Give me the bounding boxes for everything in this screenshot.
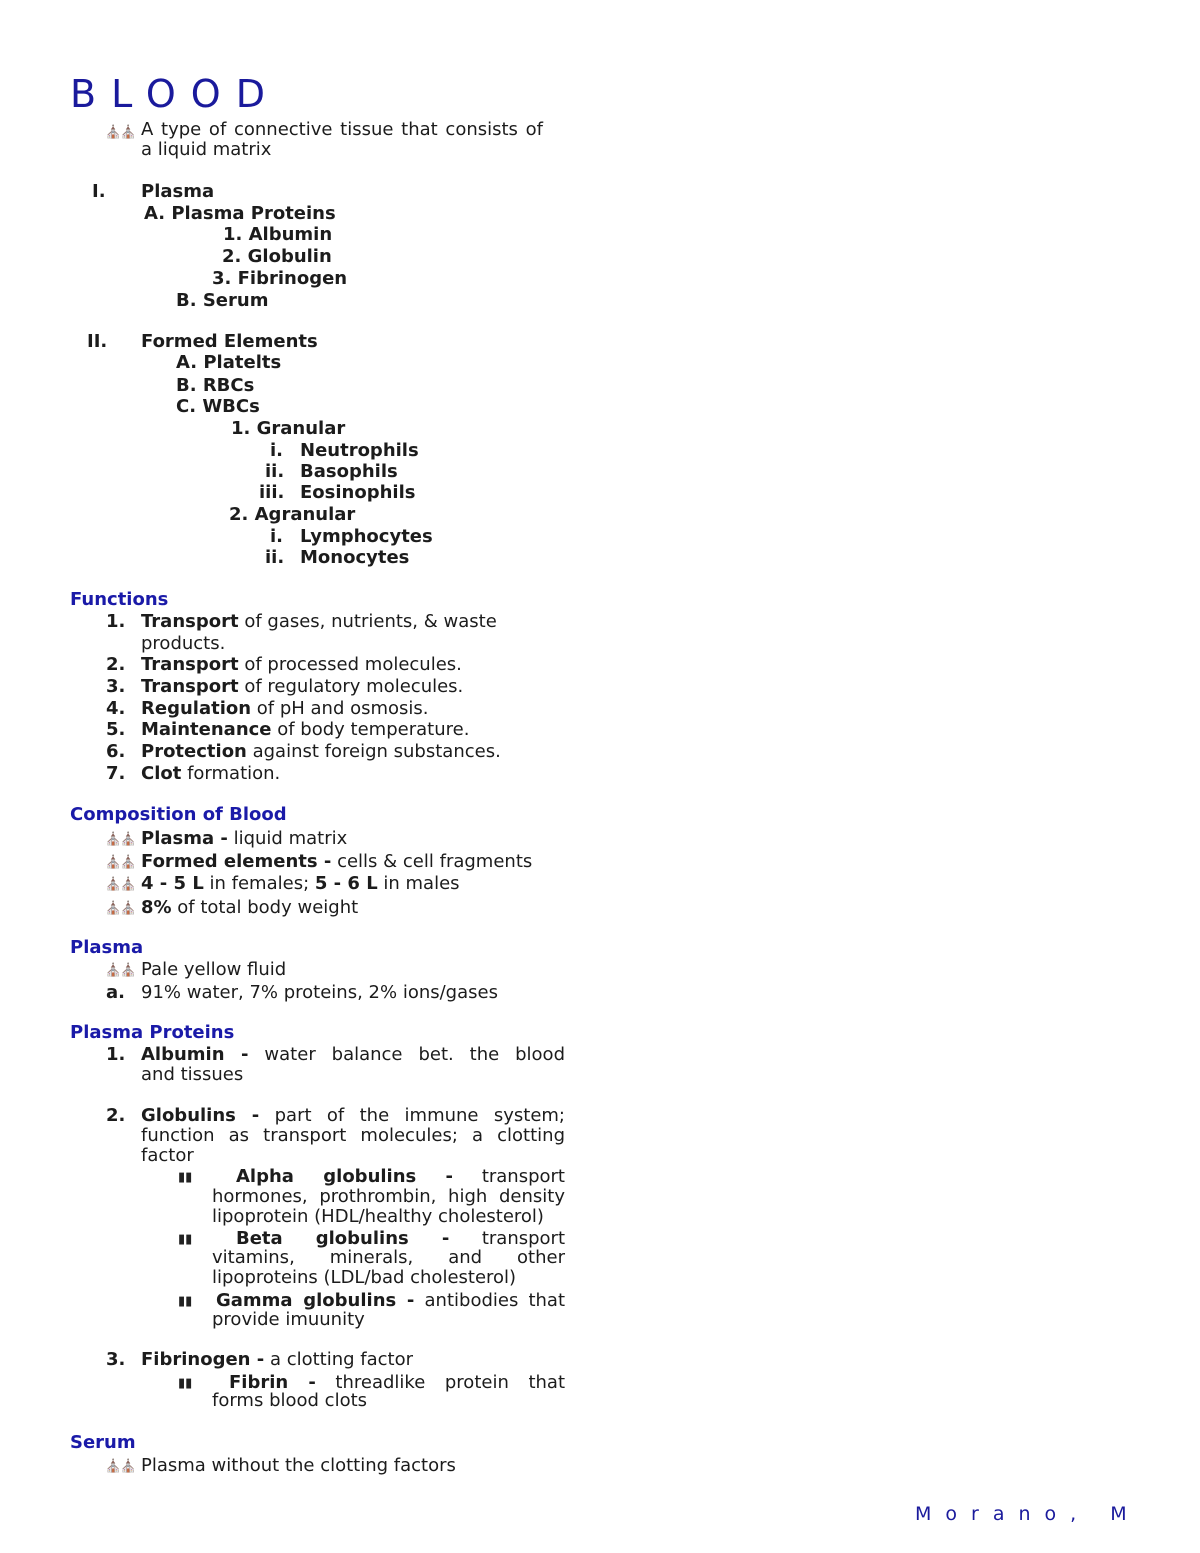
bullet-icon: ⛪⛪ (105, 855, 136, 870)
alpha-globulins-cont: hormones, prothrombin, high density (212, 1186, 565, 1207)
outline-sec1-label: Plasma (141, 181, 215, 202)
plasma-item: ⛪⛪ Pale yellow fluid (105, 959, 287, 980)
composition-item: ⛪⛪ Formed elements - cells & cell fragments (105, 851, 533, 872)
composition-item: ⛪⛪ 8% of total body weight (105, 897, 359, 918)
composition-item: ⛪⛪ 4 - 5 L in females; 5 - 6 L in males (105, 873, 460, 894)
sub-bullet-icon: ▮▮ (178, 1170, 193, 1185)
beta-globulins-line: Beta globulins - transport (236, 1228, 565, 1249)
function-item: Regulation of pH and osmosis. (141, 698, 429, 719)
plasma-heading: Plasma (70, 937, 144, 958)
outline-sec2-C1i: Neutrophils (300, 440, 419, 461)
sub-bullet-icon: ▮▮ (178, 1232, 193, 1247)
outline-sec2-A: A. Platelts (176, 352, 282, 373)
function-num: 1. (106, 611, 126, 632)
sub-bullet-icon: ▮▮ (178, 1294, 193, 1309)
outline-sec2-C1: 1. Granular (231, 418, 346, 439)
alpha-globulins-cont: lipoprotein (HDL/healthy cholesterol) (212, 1206, 544, 1227)
outline-sec2-C1ii: Basophils (300, 461, 398, 482)
plasma-proteins-heading: Plasma Proteins (70, 1022, 235, 1043)
gamma-globulins-cont: provide imuunity (212, 1309, 365, 1330)
function-num: 6. (106, 741, 126, 762)
sub-bullet (178, 1290, 210, 1312)
fibrin-line-cont: forms blood clots (212, 1390, 368, 1411)
fibrinogen-line: Fibrinogen - a clotting factor (141, 1349, 414, 1370)
albumin-line: Albumin - water balance bet. the blood (141, 1044, 565, 1065)
outline-sec2-C1iii-num: iii. (259, 482, 285, 503)
plasma-a-num: a. (106, 982, 125, 1003)
bullet-icon: ⛪⛪ (105, 1459, 136, 1474)
outline-sec2-C2: 2. Agranular (229, 504, 356, 525)
footer-author: Morano, M (915, 1503, 1141, 1525)
globulins-line: Globulins - part of the immune system; (141, 1105, 565, 1126)
outline-sec2-label: Formed Elements (141, 331, 318, 352)
function-item: Transport of gases, nutrients, & waste (141, 611, 497, 632)
page-title: BLOOD (70, 72, 280, 116)
fibrin-line: Fibrin - threadlike protein that (229, 1372, 566, 1393)
function-item: Transport of processed molecules. (141, 654, 462, 675)
outline-sec2-C2ii: Monocytes (300, 547, 410, 568)
function-item: Transport of regulatory molecules. (141, 676, 464, 697)
functions-heading: Functions (70, 589, 169, 610)
outline-sec1-B: B. Serum (176, 290, 269, 311)
bullet-icon: ⛪⛪ (105, 877, 136, 892)
composition-heading: Composition of Blood (70, 804, 287, 825)
function-item: Protection against foreign substances. (141, 741, 501, 762)
bullet-icon: ⛪⛪ (105, 125, 136, 140)
protein-num: 3. (106, 1349, 126, 1370)
beta-globulins-cont: lipoproteins (LDL/bad cholesterol) (212, 1267, 517, 1288)
sub-bullet (178, 1228, 210, 1250)
protein-num: 1. (106, 1044, 126, 1065)
outline-sec1-A: A. Plasma Proteins (144, 203, 336, 224)
bullet-icon: ⛪⛪ (105, 832, 136, 847)
outline-sec1-A2: 2. Globulin (222, 246, 332, 267)
intro-bullet (105, 121, 141, 143)
function-item: Clot formation. (141, 763, 281, 784)
sub-bullet-icon: ▮▮ (178, 1376, 193, 1391)
sub-bullet (178, 1166, 210, 1188)
gamma-globulins-line: Gamma globulins - antibodies that (216, 1290, 566, 1311)
function-num: 5. (106, 719, 126, 740)
outline-sec2-C1ii-num: ii. (265, 461, 285, 482)
serum-item: ⛪⛪ Plasma without the clotting factors (105, 1455, 456, 1476)
outline-sec2-num: II. (87, 331, 108, 352)
outline-sec1-num: I. (92, 181, 106, 202)
serum-heading: Serum (70, 1432, 136, 1453)
globulins-line-cont: factor (141, 1145, 194, 1166)
outline-sec2-B: B. RBCs (176, 375, 255, 396)
outline-sec2-C2ii-num: ii. (265, 547, 285, 568)
outline-sec1-A3: 3. Fibrinogen (212, 268, 348, 289)
albumin-line-cont: and tissues (141, 1064, 244, 1085)
outline-sec2-C1iii: Eosinophils (300, 482, 416, 503)
function-num: 7. (106, 763, 126, 784)
function-num: 4. (106, 698, 126, 719)
function-item-cont: products. (141, 633, 226, 654)
beta-globulins-cont: vitamins, minerals, and other (212, 1247, 565, 1268)
composition-item: ⛪⛪ Plasma - liquid matrix (105, 828, 348, 849)
outline-sec2-C1i-num: i. (270, 440, 284, 461)
outline-sec1-A1: 1. Albumin (223, 224, 333, 245)
outline-sec2-C2i-num: i. (270, 526, 284, 547)
function-item: Maintenance of body temperature. (141, 719, 470, 740)
alpha-globulins-line: Alpha globulins - transport (236, 1166, 565, 1187)
outline-sec2-C2i: Lymphocytes (300, 526, 433, 547)
bullet-icon: ⛪⛪ (105, 901, 136, 916)
protein-num: 2. (106, 1105, 126, 1126)
globulins-line-cont: function as transport molecules; a clotting (141, 1125, 565, 1146)
plasma-a-text: 91% water, 7% proteins, 2% ions/gases (141, 982, 498, 1003)
intro-text: A type of connective tissue that consists of a liquid matrix (141, 119, 543, 160)
sub-bullet (178, 1372, 210, 1394)
outline-sec2-C: C. WBCs (176, 396, 260, 417)
bullet-icon: ⛪⛪ (105, 963, 136, 978)
function-num: 2. (106, 654, 126, 675)
function-num: 3. (106, 676, 126, 697)
